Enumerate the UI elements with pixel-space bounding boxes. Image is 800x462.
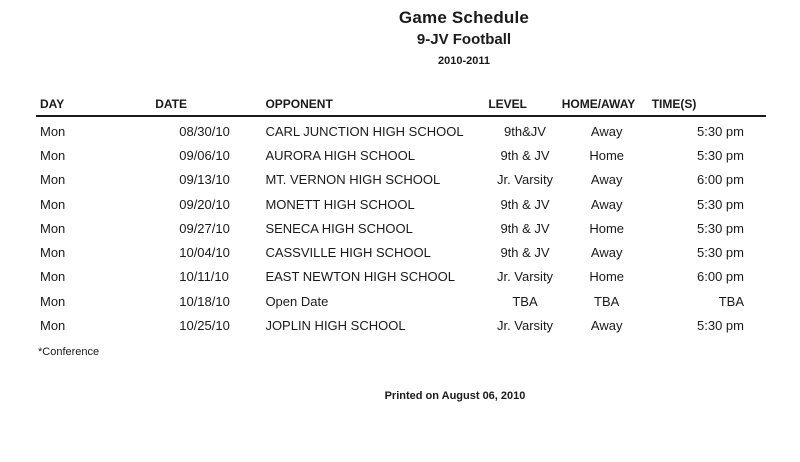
column-header-time: TIME(S) [652, 96, 766, 116]
cell-time: 6:00 pm [697, 172, 744, 188]
table-row [36, 116, 766, 143]
table-body [36, 116, 766, 338]
cell-date: 09/20/10 [179, 196, 230, 212]
cell-date: 10/11/10 [179, 269, 229, 285]
cell-home-away: Away [590, 196, 623, 212]
cell-date: 09/27/10 [179, 220, 230, 236]
cell-day: Mon [40, 123, 66, 139]
cell-time: 5:30 pm [697, 318, 744, 334]
cell-level: 9th & JV [500, 220, 550, 236]
cell-time: TBA [718, 293, 744, 309]
cell-level: Jr. Varsity [496, 172, 554, 188]
cell-opponent: CARL JUNCTION HIGH SCHOOL [265, 123, 464, 139]
cell-home-away: Home [589, 269, 625, 285]
table-row [36, 216, 766, 240]
conference-note: *Conference [38, 346, 100, 358]
cell-home-away: Away [590, 172, 623, 188]
table-row [36, 265, 766, 289]
column-header-level: LEVEL [488, 96, 561, 116]
cell-home-away: TBA [594, 293, 620, 309]
cell-home-away: Away [590, 318, 623, 334]
cell-day: Mon [40, 269, 66, 285]
cell-home-away: Home [589, 220, 625, 236]
cell-level: TBA [512, 293, 538, 309]
season-label: 2010-2011 [438, 55, 490, 67]
cell-day: Mon [40, 245, 66, 261]
cell-level: Jr. Varsity [496, 318, 554, 334]
table-row [36, 192, 766, 216]
cell-opponent: MT. VERNON HIGH SCHOOL [265, 172, 441, 188]
cell-day: Mon [40, 220, 66, 236]
cell-level: 9th & JV [500, 245, 550, 261]
cell-opponent: SENECA HIGH SCHOOL [265, 220, 413, 236]
cell-opponent: AURORA HIGH SCHOOL [265, 147, 415, 163]
cell-time: 5:30 pm [697, 196, 744, 212]
table-row [36, 240, 766, 264]
cell-day: Mon [40, 196, 66, 212]
column-header-date: DATE [99, 96, 265, 116]
cell-home-away: Away [590, 245, 623, 261]
cell-home-away: Home [589, 147, 625, 163]
column-header-home-away: HOME/AWAY [562, 96, 652, 116]
cell-time: 5:30 pm [697, 123, 744, 139]
schedule-table [36, 96, 766, 338]
cell-day: Mon [40, 147, 66, 163]
cell-time: 6:00 pm [697, 269, 744, 285]
table-row [36, 289, 766, 313]
table-header [36, 96, 766, 116]
column-header-opponent: OPPONENT [265, 96, 488, 116]
page-subtitle: 9-JV Football [416, 31, 512, 48]
cell-opponent: JOPLIN HIGH SCHOOL [265, 318, 406, 334]
cell-time: 5:30 pm [697, 147, 744, 163]
cell-date: 10/04/10 [179, 245, 230, 261]
cell-opponent: Open Date [265, 293, 329, 309]
cell-time: 5:30 pm [697, 245, 744, 261]
cell-date: 09/13/10 [179, 172, 230, 188]
printed-date: Printed on August 06, 2010 [384, 390, 526, 402]
cell-day: Mon [40, 293, 66, 309]
header-row [36, 96, 766, 116]
cell-level: 9th & JV [500, 147, 550, 163]
cell-level: Jr. Varsity [496, 269, 554, 285]
cell-date: 10/18/10 [179, 293, 230, 309]
cell-day: Mon [40, 318, 66, 334]
cell-opponent: EAST NEWTON HIGH SCHOOL [265, 269, 455, 285]
column-header-day: DAY [36, 96, 99, 116]
cell-date: 08/30/10 [179, 123, 230, 139]
cell-level: 9th & JV [500, 196, 550, 212]
cell-date: 09/06/10 [179, 147, 230, 163]
cell-home-away: Away [590, 123, 623, 139]
page-title: Game Schedule [398, 8, 530, 27]
cell-opponent: MONETT HIGH SCHOOL [265, 196, 415, 212]
table-row [36, 143, 766, 167]
table-row [36, 168, 766, 192]
cell-opponent: CASSVILLE HIGH SCHOOL [265, 245, 431, 261]
cell-day: Mon [40, 172, 66, 188]
cell-time: 5:30 pm [697, 220, 744, 236]
cell-level: 9th&JV [504, 123, 546, 139]
table-row [36, 313, 766, 337]
cell-date: 10/25/10 [179, 318, 230, 334]
